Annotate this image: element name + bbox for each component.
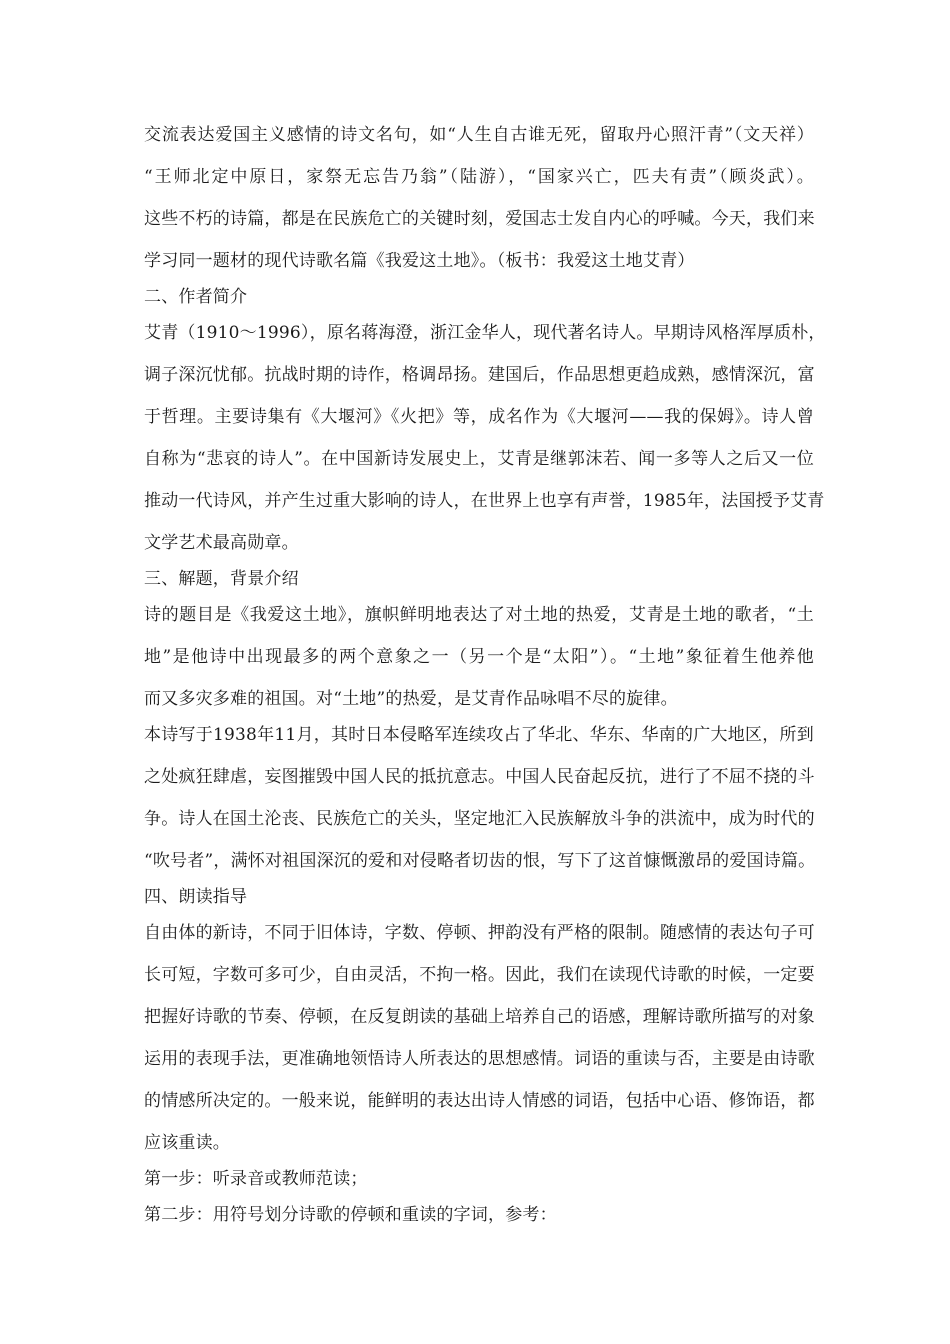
section-heading: 三、解题，背景介绍 [144, 569, 299, 589]
text-line: 于哲理。主要诗集有《大堰河》《火把》等，成名作为《大堰河——我的保姆》。诗人曾 [144, 407, 814, 427]
text-line: 本诗写于1938年11月，其时日本侵略军连续攻占了华北、华东、华南的广大地区，所到 [144, 725, 814, 745]
text-line: 艾青（1910～1996），原名蒋海澄，浙江金华人，现代著名诗人。早期诗风格浑厚质朴， [144, 323, 826, 343]
section-heading: 二、作者简介 [144, 287, 248, 307]
text-line: 调子深沉忧郁。抗战时期的诗作，格调昂扬。建国后，作品思想更趋成熟，感情深沉，富 [144, 365, 815, 385]
text-line: 第一步：听录音或教师范读； [144, 1169, 368, 1189]
text-line: 的情感所决定的。一般来说，能鲜明的表达出诗人情感的词语，包括中心语、修饰语，都 [144, 1091, 815, 1111]
text-line: 第二步：用符号划分诗歌的停顿和重读的字词，参考： [144, 1205, 557, 1225]
text-line: 这些不朽的诗篇，都是在民族危亡的关键时刻，爱国志士发自内心的呼喊。今天，我们来 [144, 209, 815, 229]
text-line: 争。诗人在国土沦丧、民族危亡的关头，坚定地汇入民族解放斗争的洪流中，成为时代的 [144, 809, 815, 829]
text-line: 长可短，字数可多可少，自由灵活，不拘一格。因此，我们在读现代诗歌的时候，一定要 [144, 965, 815, 985]
text-line: 之处疯狂肆虐，妄图摧毁中国人民的抵抗意志。中国人民奋起反抗，进行了不屈不挠的斗 [144, 767, 815, 787]
text-line: 自称为“悲哀的诗人”。在中国新诗发展史上，艾青是继郭沫若、闻一多等人之后又一位 [144, 449, 814, 469]
text-line: 学习同一题材的现代诗歌名篇《我爱这土地》。（板书：我爱这土地艾青） [144, 251, 695, 271]
text-line: 交流表达爱国主义感情的诗文名句，如“人生自古谁无死，留取丹心照汗青”（文天祥） [144, 125, 814, 145]
section-heading: 四、朗读指导 [144, 887, 248, 907]
text-line: “吹号者”，满怀对祖国深沉的爱和对侵略者切齿的恨，写下了这首慷慨激昂的爱国诗篇。 [144, 851, 816, 871]
text-line: 而又多灾多难的祖国。对“土地”的热爱，是艾青作品咏唱不尽的旋律。 [144, 689, 678, 709]
text-line: 地”是他诗中出现最多的两个意象之一（另一个是“太阳”）。“土地”象征着生他养他 [144, 647, 814, 667]
text-line: “王师北定中原日，家祭无忘告乃翁”（陆游），“国家兴亡，匹夫有责”（顾炎武）。 [144, 167, 814, 187]
text-line: 文学艺术最高勋章。 [144, 533, 299, 553]
text-line: 诗的题目是《我爱这土地》，旗帜鲜明地表达了对土地的热爱，艾青是土地的歌者，“土 [144, 605, 814, 625]
text-line: 应该重读。 [144, 1133, 230, 1153]
text-line: 运用的表现手法，更准确地领悟诗人所表达的思想感情。词语的重读与否，主要是由诗歌 [144, 1049, 815, 1069]
text-line: 推动一代诗风，并产生过重大影响的诗人，在世界上也享有声誉，1985年，法国授予艾青 [144, 491, 825, 511]
text-line: 把握好诗歌的节奏、停顿，在反复朗读的基础上培养自己的语感，理解诗歌所描写的对象 [144, 1007, 815, 1027]
text-line: 自由体的新诗，不同于旧体诗，字数、停顿、押韵没有严格的限制。随感情的表达句子可 [144, 923, 815, 943]
